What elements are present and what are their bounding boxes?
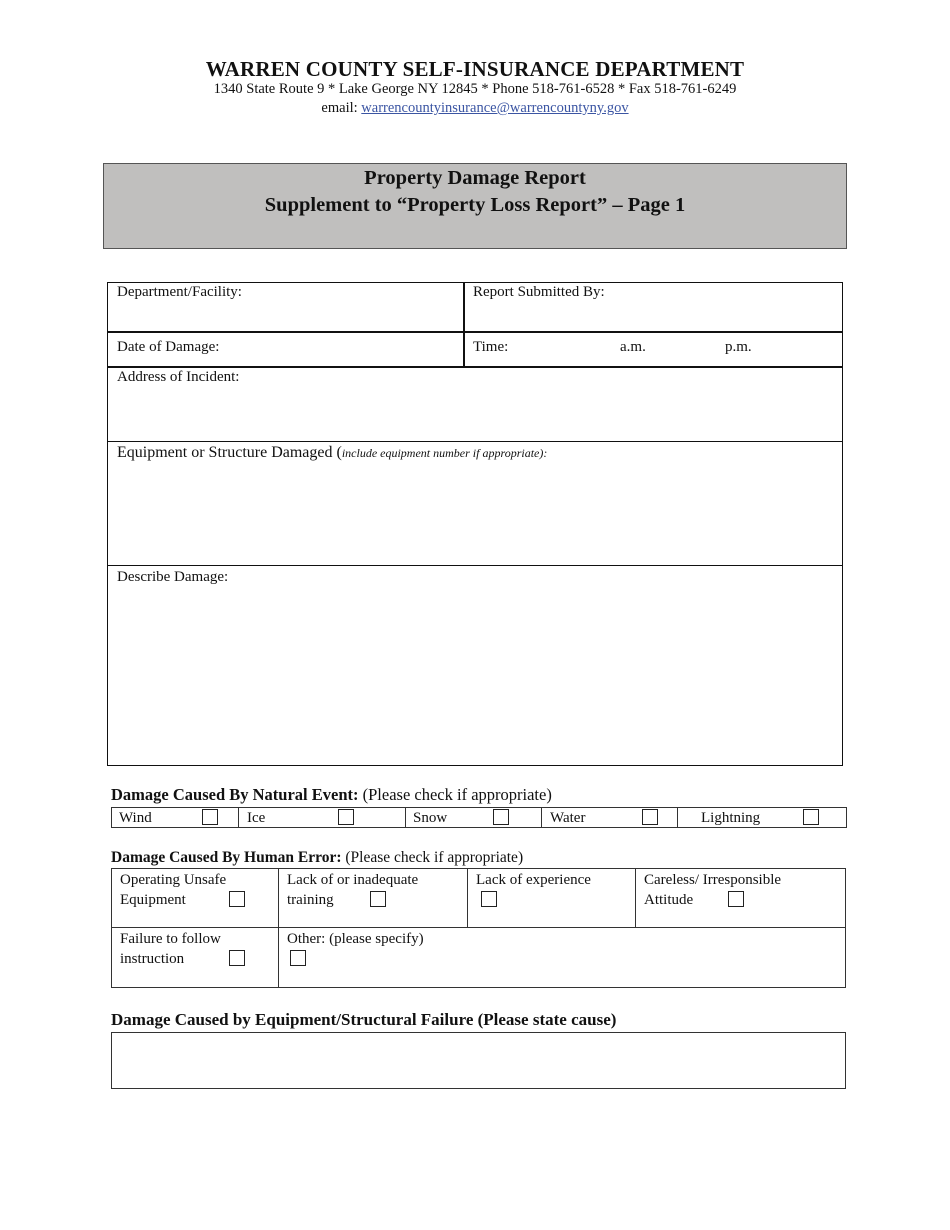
careless-attitude-label: Careless/ Irresponsible Attitude: [644, 872, 782, 908]
water-option-label: Water: [550, 810, 586, 826]
lightning-option-label: Lightning: [701, 810, 761, 826]
equipment-failure-cause-field[interactable]: [111, 1032, 846, 1089]
am-label: a.m.: [620, 339, 646, 355]
pm-label: p.m.: [725, 339, 752, 355]
report-subtitle: Supplement to “Property Loss Report” – Page 1: [264, 194, 686, 216]
ice-checkbox[interactable]: [338, 809, 354, 825]
divider: [111, 927, 846, 928]
divider: [238, 807, 239, 828]
address-field-label[interactable]: Address of Incident:: [117, 369, 240, 385]
divider: [107, 331, 843, 333]
divider: [107, 441, 843, 442]
department-field-label[interactable]: Department/Facility:: [117, 284, 242, 300]
divider: [107, 366, 843, 368]
unsafe-equipment-label: Operating Unsafe Equipment: [120, 872, 227, 908]
careless-attitude-checkbox[interactable]: [728, 891, 744, 907]
wind-checkbox[interactable]: [202, 809, 218, 825]
ice-option-label: Ice: [247, 810, 266, 826]
date-field-label[interactable]: Date of Damage:: [117, 339, 220, 355]
divider: [463, 282, 465, 367]
time-field-label[interactable]: Time:: [473, 339, 509, 355]
divider: [107, 565, 843, 566]
failure-instruction-checkbox[interactable]: [229, 950, 245, 966]
lack-experience-checkbox[interactable]: [481, 891, 497, 907]
snow-option-label: Snow: [413, 810, 448, 826]
equipment-note: include equipment number if appropriate):: [341, 446, 548, 460]
divider: [635, 868, 636, 927]
divider: [405, 807, 406, 828]
divider: [467, 868, 468, 927]
email-link[interactable]: warrencountyinsurance@warrencountyny.gov: [361, 100, 629, 116]
organization-name: WARREN COUNTY SELF-INSURANCE DEPARTMENT: [205, 57, 745, 81]
other-specify-label: Other: (please specify): [287, 931, 424, 947]
submitted-by-field-label[interactable]: Report Submitted By:: [473, 284, 605, 300]
report-title-banner: [103, 163, 847, 249]
organization-address: 1340 State Route 9 * Lake George NY 12845 * Phone 518-761-6528 * Fax 518-761-6249: [213, 81, 737, 97]
organization-email-line: [0, 100, 950, 117]
equipment-failure-heading: Damage Caused by Equipment/Structural Failure (Please state cause): [111, 1010, 617, 1029]
describe-damage-field-label[interactable]: Describe Damage:: [117, 569, 229, 585]
report-title: Property Damage Report: [364, 167, 586, 189]
equipment-field-label[interactable]: Equipment or Structure Damaged (include equipment number if appropriate):: [117, 444, 548, 461]
lack-experience-label: Lack of experience: [476, 872, 591, 888]
divider: [677, 807, 678, 828]
natural-event-heading: Damage Caused By Natural Event: (Please check if appropriate): [111, 785, 552, 804]
inadequate-training-label: Lack of or inadequate training: [287, 872, 419, 908]
divider: [541, 807, 542, 828]
human-error-heading: Damage Caused By Human Error: (Please check if appropriate): [111, 849, 524, 866]
other-specify-checkbox[interactable]: [290, 950, 306, 966]
snow-checkbox[interactable]: [493, 809, 509, 825]
lightning-checkbox[interactable]: [803, 809, 819, 825]
email-label: email:: [321, 100, 362, 116]
failure-instruction-label: Failure to follow instruction: [120, 931, 221, 967]
unsafe-equipment-checkbox[interactable]: [229, 891, 245, 907]
wind-option-label: Wind: [119, 810, 152, 826]
water-checkbox[interactable]: [642, 809, 658, 825]
inadequate-training-checkbox[interactable]: [370, 891, 386, 907]
divider: [278, 868, 279, 988]
